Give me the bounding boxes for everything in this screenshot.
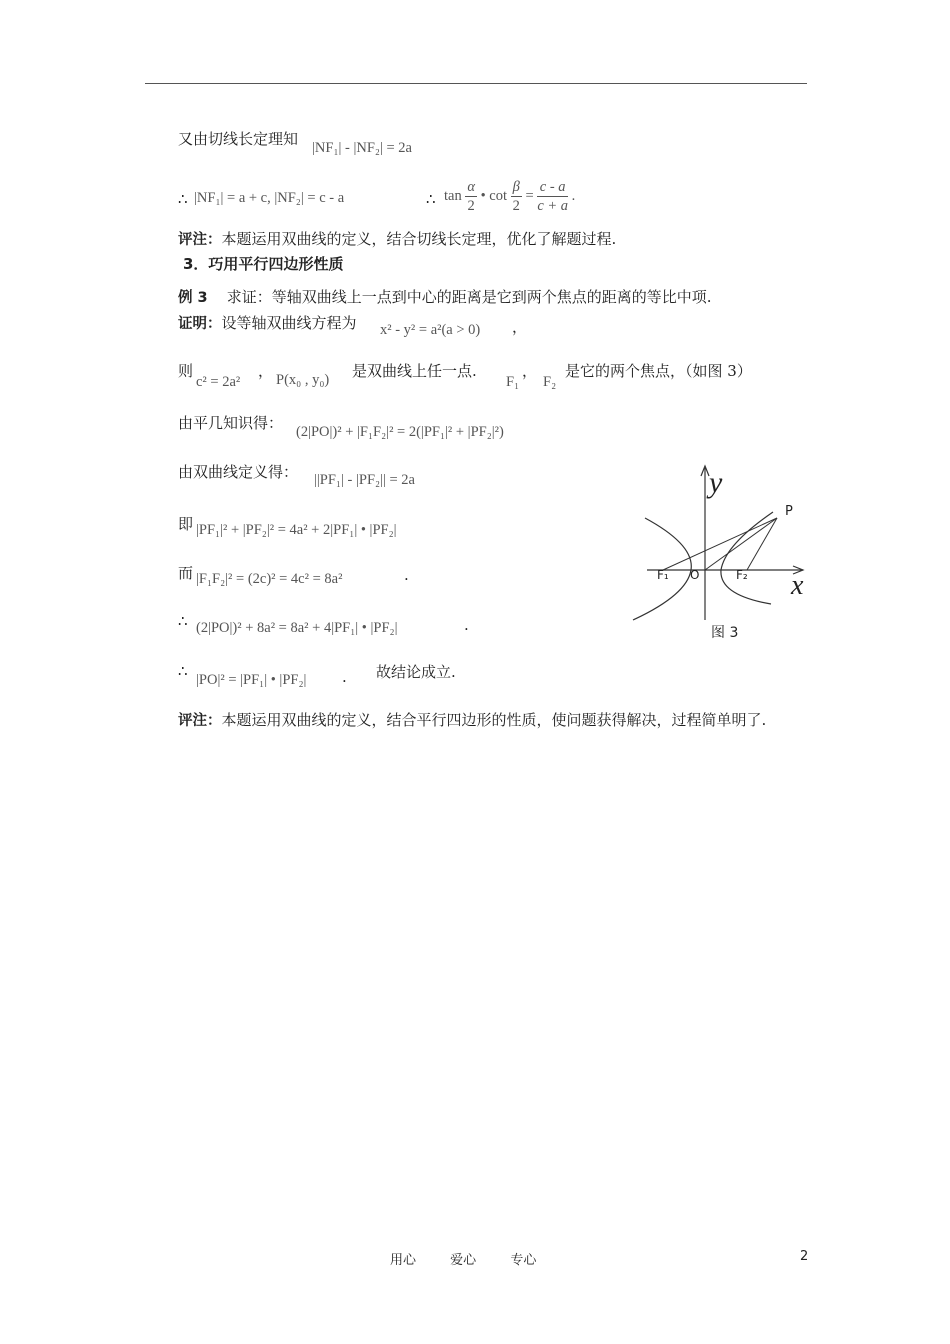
x-label: x — [791, 570, 804, 601]
er-text: 而 — [178, 564, 194, 582]
math-therefore-2: |PO|² = |PF₁| • |PF₂| — [196, 672, 307, 688]
geo-text: 由平几知识得： — [178, 414, 284, 432]
example-text: 求证：等轴双曲线上一点到中心的距离是它到两个焦点的距离的等比中项. — [226, 288, 712, 306]
proof-label: 证明： — [178, 316, 222, 332]
footer-word-2: 爱心 — [450, 1253, 477, 1268]
math-er: |F₁F₂|² = (2c)² = 4c² = 8a² — [196, 571, 343, 587]
proof-comma: ， — [512, 318, 528, 336]
section-title: 3．巧用平行四边形性质 — [183, 255, 344, 273]
math-tan-cot: tan $\frac{\alpha}{2}$ • cot $\frac{\beta}{2}$ = $\frac{c - a}{c + a}$ . — [444, 179, 576, 214]
figure-caption: 图 3 — [711, 625, 739, 640]
therefore-1: ∴ — [178, 612, 188, 630]
footer — [390, 1249, 566, 1268]
conclusion-text: 故结论成立. — [376, 663, 456, 681]
then-comma-2: ， — [522, 362, 538, 380]
math-nf-values: |NF₁| = a + c, |NF₂| = c - a — [194, 190, 345, 206]
example-3 — [178, 286, 712, 307]
then-text-3: 是它的两个焦点，（如图 3） — [565, 362, 752, 380]
y-label: y — [709, 466, 723, 499]
comment-2-text: 本题运用双曲线的定义，结合平行四边形的性质，使问题获得解决，过程简单明了. — [221, 711, 767, 729]
then-comma: ， — [258, 362, 274, 380]
f2-label: F₂ — [736, 568, 748, 582]
math-nf-difference: |NF₁| - |NF₂| = 2a — [312, 140, 412, 156]
math-f2: F₂ — [543, 374, 557, 390]
therefore-2: ∴ — [178, 662, 188, 680]
math-parallelogram: (2|PO|)² + |F₁F₂|² = 2(|PF₁|² + |PF₂|²) — [296, 424, 504, 440]
example-label: 例 3 — [178, 290, 208, 306]
math-ji: |PF₁|² + |PF₂|² = 4a² + 2|PF₁| • |PF₂| — [196, 522, 397, 538]
text-tangent-theorem: 又由切线长定理知 — [178, 130, 299, 148]
math-c-squared: c² = 2a² — [196, 374, 241, 390]
f1-label: F₁ — [657, 568, 669, 582]
then-text-2: 是双曲线上任一点. — [352, 362, 477, 380]
then-text: 则 — [178, 362, 194, 380]
def-text: 由双曲线定义得： — [178, 463, 299, 481]
math-point-p: P(x₀ , y₀) — [276, 372, 330, 388]
therefore-symbol: ∴ — [178, 190, 188, 208]
therefore-2-end: . — [342, 668, 347, 686]
therefore-symbol-2: ∴ — [426, 190, 436, 208]
line-f2-p — [747, 518, 777, 570]
math-definition: ||PF₁| - |PF₂|| = 2a — [314, 472, 415, 488]
page-number: 2 — [800, 1249, 809, 1264]
comment-2 — [178, 709, 766, 730]
line-f1-p — [663, 518, 777, 570]
proof-line — [178, 312, 357, 333]
therefore-1-end: . — [464, 616, 469, 634]
math-hyperbola-equation: x² - y² = a²(a > 0) — [380, 322, 481, 338]
line-o-p — [705, 518, 777, 570]
footer-word-3: 专心 — [510, 1253, 537, 1268]
footer-word-1: 用心 — [390, 1253, 417, 1268]
comment-1 — [178, 228, 616, 249]
figure-hyperbola — [625, 460, 815, 640]
math-therefore-1: (2|PO|)² + 8a² = 8a² + 4|PF₁| • |PF₂| — [196, 620, 398, 636]
o-label: O — [690, 568, 700, 582]
math-f1: F₁ — [506, 374, 520, 390]
proof-text: 设等轴双曲线方程为 — [221, 314, 357, 332]
header-rule — [145, 83, 807, 84]
comment-2-label: 评注： — [178, 713, 222, 729]
er-end: . — [404, 566, 409, 584]
comment-1-text: 本题运用双曲线的定义，结合切线长定理，优化了解题过程. — [221, 230, 617, 248]
ji-text: 即 — [178, 515, 194, 533]
p-label: P — [785, 504, 793, 519]
hyperbola-right-branch — [721, 512, 773, 604]
comment-1-label: 评注： — [178, 232, 222, 248]
